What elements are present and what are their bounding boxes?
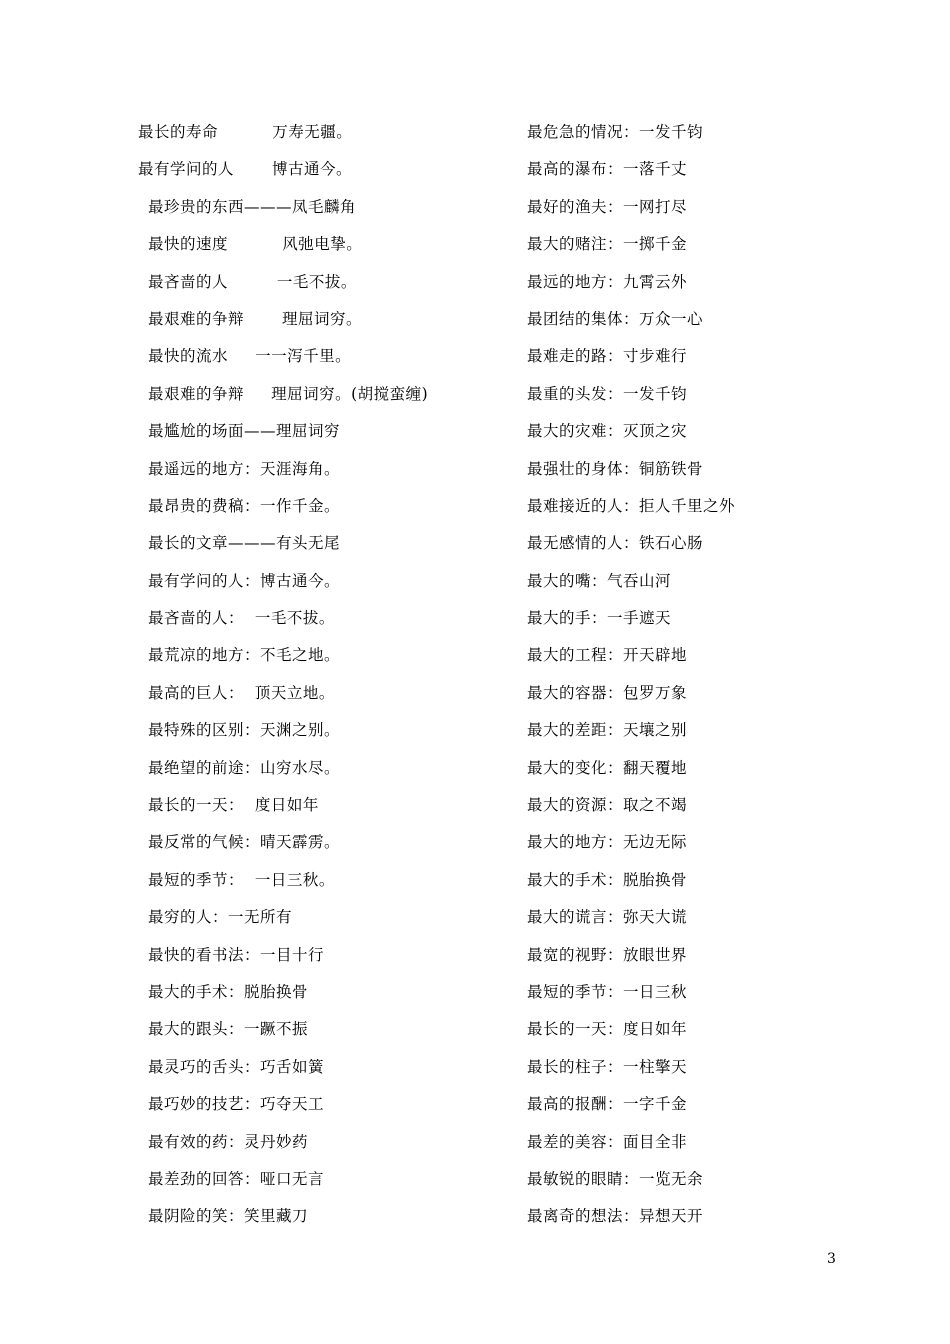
list-item: 最遥远的地方：天涯海角。 xyxy=(148,459,341,478)
list-item: 最短的季节：一日三秋 xyxy=(527,982,688,1001)
list-item: 最高的巨人： 顶天立地。 xyxy=(148,683,335,702)
list-item: 最快的看书法：一目十行 xyxy=(148,945,325,964)
list-item: 最珍贵的东西———凤毛麟角 xyxy=(148,197,357,216)
list-item: 最大的容器：包罗万象 xyxy=(527,683,688,702)
list-item: 最穷的人：一无所有 xyxy=(148,908,293,927)
list-item: 最差劲的回答：哑口无言 xyxy=(148,1169,325,1188)
list-item: 最长的一天： 度日如年 xyxy=(148,796,319,815)
list-item: 最危急的情况：一发千钧 xyxy=(527,123,704,141)
list-item: 最大的手：一手遮天 xyxy=(527,609,672,628)
list-item: 最难接近的人：拒人千里之外 xyxy=(527,496,736,515)
list-item: 最大的地方：无边无际 xyxy=(527,833,688,852)
list-item: 最灵巧的舌头：巧舌如簧 xyxy=(148,1057,325,1076)
list-item: 最大的跟头：一蹶不振 xyxy=(148,1020,309,1039)
list-item: 最绝望的前途：山穷水尽。 xyxy=(148,758,341,777)
list-item: 最敏锐的眼睛：一览无余 xyxy=(527,1169,704,1188)
list-item: 最大的差距：天壤之别 xyxy=(527,721,688,740)
list-item: 最艰难的争辩 理屈词穷。 xyxy=(148,309,362,328)
list-item: 最大的手术：脱胎换骨 xyxy=(527,870,688,889)
list-item: 最离奇的想法：异想天开 xyxy=(527,1207,704,1226)
list-item: 最大的手术：脱胎换骨 xyxy=(148,982,309,1001)
list-item: 最尴尬的场面——理屈词穷 xyxy=(148,422,341,441)
left-column xyxy=(138,118,518,1240)
list-item: 最昂贵的费稿：一作千金。 xyxy=(148,496,341,515)
list-item: 最荒凉的地方：不毛之地。 xyxy=(148,646,341,665)
list-item: 最长的寿命 万寿无疆。 xyxy=(138,123,353,141)
list-item: 最强壮的身体：铜筋铁骨 xyxy=(527,459,704,478)
list-item: 最特殊的区别：天渊之别。 xyxy=(148,721,341,740)
list-item: 最短的季节： 一日三秋。 xyxy=(148,870,335,889)
list-item: 最反常的气候：晴天霹雳。 xyxy=(148,833,341,852)
list-item: 最快的流水 一一泻千里。 xyxy=(148,347,352,366)
list-item: 最重的头发：一发千钧 xyxy=(527,384,688,403)
list-item: 最高的报酬：一字千金 xyxy=(527,1095,688,1114)
list-item: 最快的速度 风弛电挚。 xyxy=(148,235,363,254)
list-item: 最吝啬的人 一毛不拔。 xyxy=(148,272,357,291)
list-item: 最有学问的人：博古通今。 xyxy=(148,571,341,590)
list-item: 最宽的视野：放眼世界 xyxy=(527,945,688,964)
list-item: 最长的一天：度日如年 xyxy=(527,1020,688,1039)
list-item: 最艰难的争辩 理屈词穷。(胡搅蛮缠) xyxy=(148,384,429,403)
list-item: 最大的资源：取之不竭 xyxy=(527,796,688,815)
page-number: 3 xyxy=(827,1251,836,1267)
list-item: 最巧妙的技艺：巧夺天工 xyxy=(148,1095,325,1114)
list-item: 最好的渔夫：一网打尽 xyxy=(527,197,688,216)
list-item: 最大的谎言：弥天大谎 xyxy=(527,908,688,927)
list-item: 最大的变化：翻天覆地 xyxy=(527,758,688,777)
list-item: 最有效的药：灵丹妙药 xyxy=(148,1132,309,1151)
list-item: 最长的柱子：一柱擎天 xyxy=(527,1057,688,1076)
list-item: 最吝啬的人： 一毛不拔。 xyxy=(148,609,335,628)
list-item: 最大的嘴：气吞山河 xyxy=(527,571,672,590)
list-item: 最有学问的人 博古通今。 xyxy=(138,160,352,179)
list-item: 最大的灾难：灭顶之灾 xyxy=(527,422,688,441)
list-item: 最远的地方：九霄云外 xyxy=(527,272,688,291)
list-item: 最差的美容：面目全非 xyxy=(527,1132,688,1151)
list-item: 最无感情的人：铁石心肠 xyxy=(527,534,704,553)
list-item: 最高的瀑布：一落千丈 xyxy=(527,160,688,179)
list-item: 最团结的集体：万众一心 xyxy=(527,309,704,328)
list-item: 最难走的路：寸步难行 xyxy=(527,347,688,366)
list-item: 最大的赌注：一掷千金 xyxy=(527,235,688,254)
right-column xyxy=(527,118,907,1240)
list-item: 最阴险的笑：笑里藏刀 xyxy=(148,1207,309,1226)
list-item: 最大的工程：开天辟地 xyxy=(527,646,688,665)
list-item: 最长的文章———有头无尾 xyxy=(148,534,341,553)
